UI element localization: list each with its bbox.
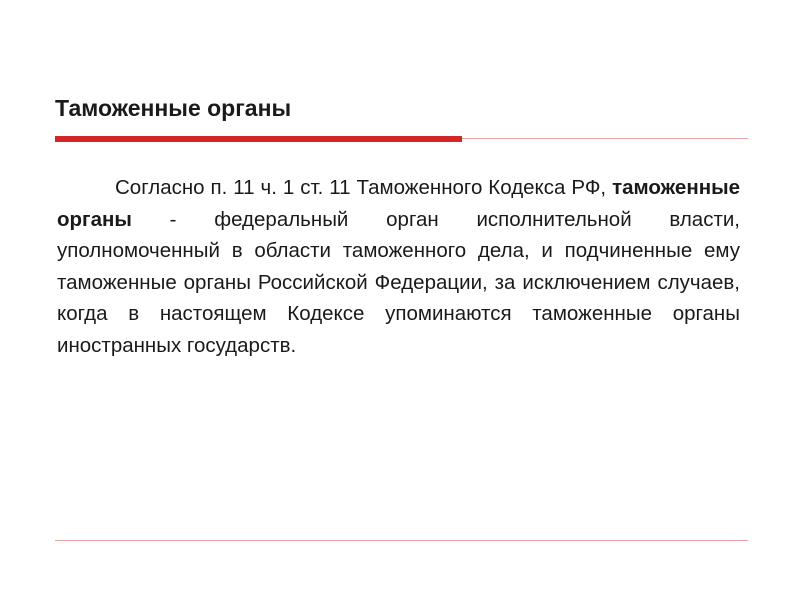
paragraph-term: таможенные органы [57,176,740,231]
slide-title: Таможенные органы [55,95,292,121]
footer-rule [55,540,748,541]
title-underline-accent [55,136,462,142]
paragraph-definition: - федеральный орган исполнительной власти, уполномоченный в области таможенного дела, и подчиненные ему таможенные органы Российской Федерации, за исключением случаев, когда в настоящем Кодексе упоминаются таможенные органы иностранных государств. [57,207,740,357]
paragraph-intro: Согласно п. 11 ч. 1 ст. 11 Таможенного Кодекса РФ, [115,176,613,199]
definition-paragraph [57,172,740,361]
